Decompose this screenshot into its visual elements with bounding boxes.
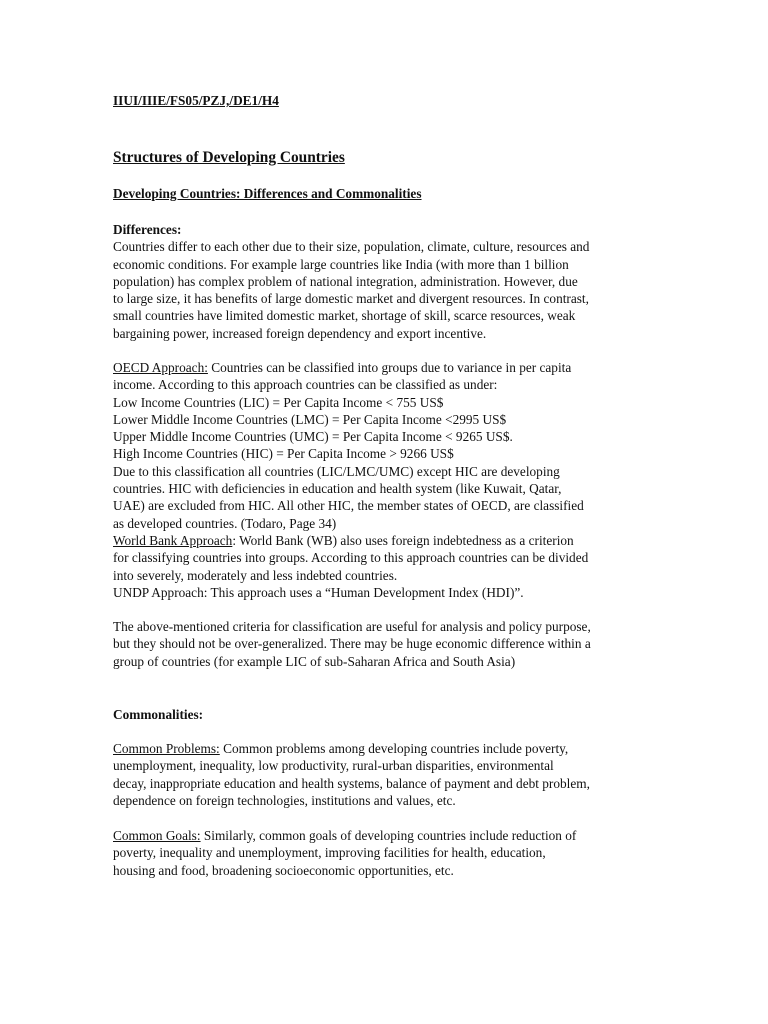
oecd-first-line-text: Countries can be classified into groups due to variance in per capita <box>207 360 572 375</box>
common-problems-line: unemployment, inequality, low productivity, rural-urban disparities, environmental <box>113 758 554 774</box>
common-problems-line: decay, inappropriate education and health systems, balance of payment and debt problem, <box>113 775 590 791</box>
world-bank-first-line-text: : World Bank (WB) also uses foreign indebtedness as a criterion <box>232 532 574 548</box>
document-subtitle: Developing Countries: Differences and Commonalities <box>113 186 422 201</box>
differences-line: Countries differ to each other due to their size, population, climate, culture, resources and <box>113 239 590 255</box>
document-code: IIUI/IIIE/FS05/PZJ,/DE1/H4 <box>113 93 279 108</box>
common-problems-line: dependence on foreign technologies, institutions and values, etc. <box>113 792 456 808</box>
world-bank-first-line <box>113 532 588 549</box>
commonalities-heading: Commonalities: <box>113 707 204 722</box>
oecd-line: High Income Countries (HIC) = Per Capita Income > 9266 US$ <box>113 446 454 462</box>
criteria-line: The above-mentioned criteria for classification are useful for analysis and policy purpose, <box>113 619 591 634</box>
undp-approach-line: UNDP Approach: This approach uses a “Human Development Index (HDI)”. <box>113 584 524 600</box>
oecd-first-line <box>113 359 588 376</box>
differences-line: small countries have limited domestic market, shortage of skill, scarce resources, weak <box>113 308 576 324</box>
world-bank-line: into severely, moderately and less indebted countries. <box>113 567 398 583</box>
differences-line: population) has complex problem of national integration, administration. However, due <box>113 273 578 289</box>
differences-line: economic conditions. For example large countries like India (with more than 1 billion <box>113 256 569 272</box>
document-title: Structures of Developing Countries <box>113 149 345 166</box>
world-bank-line: for classifying countries into groups. According to this approach countries can be divided <box>113 550 589 566</box>
common-goals-first-line <box>113 827 576 844</box>
differences-heading: Differences: <box>113 222 182 237</box>
criteria-line: group of countries (for example LIC of sub-Saharan Africa and South Asia) <box>113 653 516 669</box>
oecd-line: Upper Middle Income Countries (UMC) = Per Capita Income < 9265 US$. <box>113 429 513 445</box>
criteria-paragraph <box>113 618 591 670</box>
oecd-line: Lower Middle Income Countries (LMC) = Per Capita Income <2995 US$ <box>113 411 507 427</box>
common-goals-paragraph <box>113 827 576 879</box>
oecd-line: income. According to this approach countries can be classified as under: <box>113 377 498 393</box>
commonalities-section <box>113 706 203 723</box>
oecd-line: Low Income Countries (LIC) = Per Capita Income < 755 US$ <box>113 394 444 410</box>
common-problems-paragraph <box>113 740 590 809</box>
oecd-line: Due to this classification all countries (LIC/LMC/UMC) except HIC are developing <box>113 463 560 479</box>
common-goals-line: poverty, inequality and unemployment, improving facilities for health, education, <box>113 845 546 861</box>
differences-line: bargaining power, increased foreign dependency and export incentive. <box>113 325 487 341</box>
oecd-line: UAE) are excluded from HIC. All other HIC, the member states of OECD, are classified <box>113 498 584 514</box>
oecd-approach-label: OECD Approach: <box>113 360 208 375</box>
common-problems-first-line <box>113 740 590 757</box>
oecd-line: countries. HIC with deficiencies in education and health system (like Kuwait, Qatar, <box>113 481 562 497</box>
common-goals-line: housing and food, broadening socioeconomic opportunities, etc. <box>113 862 454 878</box>
common-problems-label: Common Problems: <box>113 741 220 756</box>
common-problems-first-line-text: Common problems among developing countries include poverty, <box>219 741 569 756</box>
world-bank-approach-label: World Bank Approach <box>113 532 233 548</box>
common-goals-first-line-text: Similarly, common goals of developing countries include reduction of <box>200 828 577 843</box>
oecd-line: as developed countries. (Todaro, Page 34) <box>113 515 337 531</box>
classification-section <box>113 359 588 601</box>
differences-line: to large size, it has benefits of large domestic market and divergent resources. In contrast, <box>113 291 589 307</box>
criteria-line: but they should not be over-generalized. There may be huge economic difference within a <box>113 636 591 652</box>
common-goals-label: Common Goals: <box>113 828 201 843</box>
differences-section <box>113 221 589 342</box>
